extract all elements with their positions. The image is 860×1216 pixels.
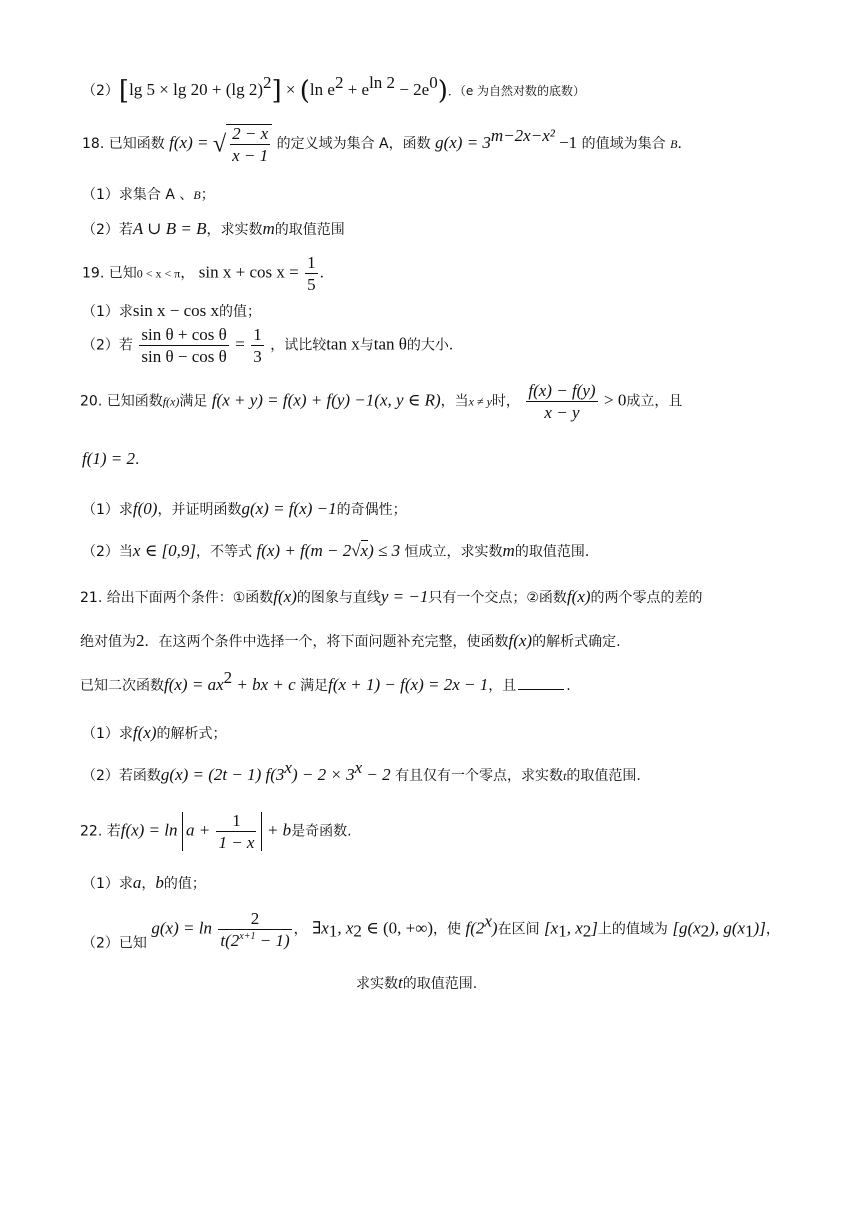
- absolute-value: a + $\frac{1}{1 - x}$: [182, 812, 263, 851]
- q21-stem-line1: 21. 给出下面两个条件：①函数f(x)的图象与直线y = −1只有一个交点；②函数f(x)的两个零点的差的: [80, 587, 703, 606]
- q21-part1: （1）求f(x)的解析式；: [82, 723, 227, 742]
- q19-part1: （1）求sin x − cos x的值；: [82, 301, 262, 320]
- answer-blank[interactable]: [518, 677, 564, 690]
- q21-part2: （2）若函数g(x) = (2t − 1) $f(3^x) - 2 \times 3^x - 2$ 有且仅有一个零点，求实数t的取值范围.: [82, 758, 641, 784]
- q17-part2: （2）[lg 5 × lg 20 + (lg 2)$^2$] × (ln $e^2 + e^{ln 2} - 2e^0$)．（e 为自然对数的底数）: [82, 73, 586, 106]
- q20-part1: （1）求f(0)，并证明函数g(x) = f(x) −1的奇偶性；: [82, 499, 407, 518]
- sqrt-fraction: √ $\frac{2 - x}{x - 1}$: [213, 124, 272, 164]
- q22-stem: 22. 若f(x) = ln a + $\frac{1}{1 - x}$ + b是奇函数.: [80, 811, 352, 852]
- q20-stem: 20. 已知函数f(x)满足 f(x + y) = f(x) + f(y) −1(x, y ∈ R)，当x ≠ y时， $\frac{f(x) - f(y)}{x - y}$ > 0成立，且: [80, 381, 683, 422]
- q20-stem-cont: f(1) = 2．: [82, 449, 150, 468]
- q18-part2: （2）若A ∪ B = B，求实数m的取值范围: [82, 219, 345, 238]
- q19-stem: 19. 已知0 < x < π， sin x + cos x = $\frac{1}{5}$ ．: [82, 253, 334, 294]
- q22-part2: （2）已知 g(x) = ln $\frac{2}{t(2^{x+1} - 1)}$ ， $\exists x_1$, $x_2$ ∈ (0, +∞)，使 f(2$^x$)在区间 [$x_1$, $x_2$]上的值域为 [$g(x_2)$, $g(x_1)$]，: [82, 909, 780, 952]
- q21-stem-line3: 已知二次函数$f(x) = ax^2$ + bx + c 满足f(x + 1) − f(x) = 2x − 1，且 .: [80, 668, 571, 694]
- q20-part2: （2）当x ∈ [0,9]，不等式 f(x) + f(m − 2√x) ≤ 3 恒成立，求实数m的取值范围．: [82, 541, 599, 560]
- q19-part2: （2）若 $\frac{\text{sin θ + cos θ}}{\text{sin θ − cos θ}}$ = $\frac{1}{3}$ ，试比较tan x与tan θ的大小．: [82, 325, 463, 366]
- q22-part1: （1）求a，b的值；: [82, 873, 206, 892]
- q18-part1: （1）求集合 A 、B；: [82, 187, 215, 203]
- q21-stem-line2: 绝对值为2．在这两个条件中选择一个，将下面问题补充完整，使函数f(x)的解析式确定.: [80, 631, 621, 650]
- q18-stem: 18. 已知函数 f(x) = √ $\frac{2 - x}{x - 1}$ 的定义域为集合 A，函数 $g(x) = 3^{m-2x-x^2} -1$ 的值域为集合 B．: [82, 124, 692, 165]
- q22-part2-cont: 求实数t的取值范围.: [356, 973, 478, 992]
